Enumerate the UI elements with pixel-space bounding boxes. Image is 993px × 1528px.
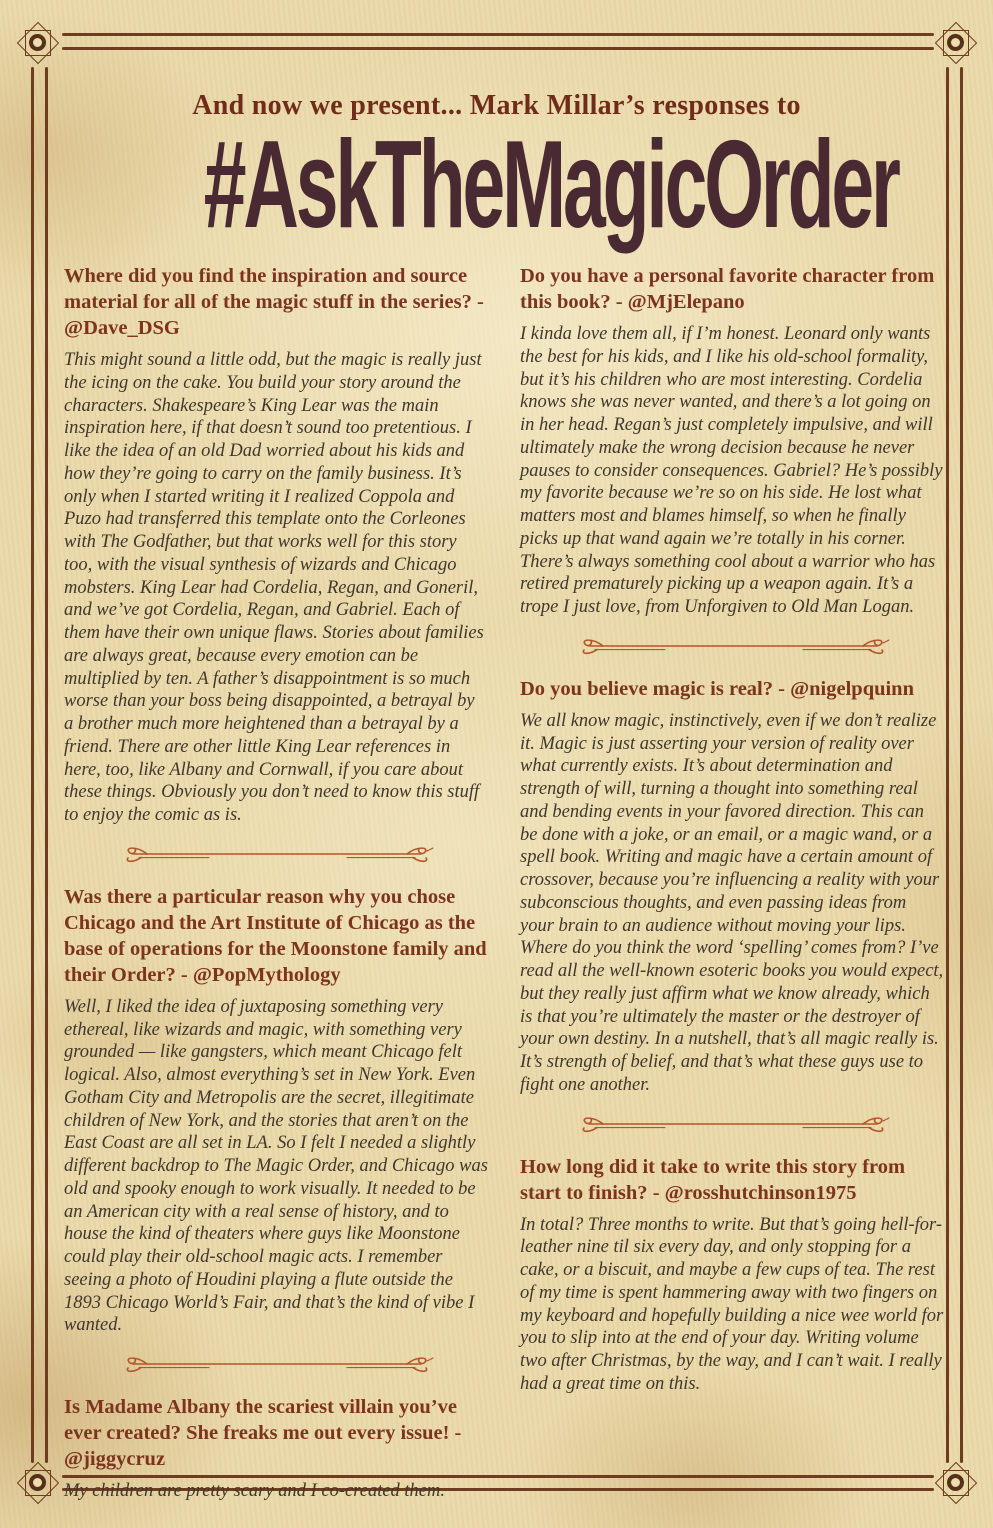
star-ring [29,34,46,51]
corner-star-icon [19,1464,57,1502]
frame-top-line-outer [62,33,934,36]
page-title-wrap [0,114,993,254]
section-divider-ornament [115,1354,437,1374]
question-text: Do you have a personal favorite character from this book? [520,265,935,314]
question [520,1154,944,1206]
section-divider-ornament [571,636,893,656]
question [520,676,944,702]
qa-block [64,884,488,1337]
frame-left-line-outer [31,67,34,1463]
section-divider-ornament [571,1114,893,1134]
asker-handle: - @nigelpquinn [778,677,914,700]
question-text: How long did it take to write this story from start to finish? [520,1155,906,1204]
question-text: Was there a particular reason why you chose Chicago and the Art Institute of Chicago as the base of operations for the Moonstone family and their Order? [64,885,487,986]
page-kicker: And now we present... Mark Millar’s responses to [192,90,801,121]
left-column [64,263,488,1503]
frame-left-line-inner [45,67,48,1463]
answer-text: In total? Three months to write. But that’s going hell-for-leather nine til six every day, and only stopping for a cake, or a biscuit, and maybe a few cups of tea. The rest of my time is spent hammering away with two fingers on my keyboard and hopefully building a nice wee world for you to slip into at the end of your day. Writing volume two after Christmas, by the way, and I can’t wait. I really had a great time on this. [520,1214,944,1394]
star-ring [947,34,964,51]
asker-handle: - @PopMythology [180,963,341,986]
qa-block [520,676,944,1097]
qa-block [64,263,488,827]
answer-text: I kinda love them all, if I’m honest. Leonard only wants the best for his kids, and I like his old-school formality, but it’s his children who are most interesting. Cordelia knows she was never wanted, and there’s a lot going on in her head. Regan’s just completely impulsive, and will ultimately make the wrong decision because he never pauses to consider consequences. Gabriel? He’s possibly my favorite because we’re so on his side. He lost what matters most and blames himself, so when he finally picks up that wand again we’re totally in his corner. There’s always something cool about a warrior who has retired prematurely picking up a weapon again. It’s a trope I just love, from Unforgiven to Old Man Logan. [520,324,943,618]
question-text: Do you believe magic is real? [520,677,773,700]
answer-text: We all know magic, instinctively, even if we don’t realize it. Magic is just asserting your version of reality over what currently exists. It’s about determination and strength of will, turning a thought into something real and bending events in your favored direction. This can be done with a joke, or an email, or a magic wand, or a spell book. Writing and magic have a certain amount of crossover, because you’re influencing a reality with your subconscious thoughts, and even passing ideas from your brain to an audience without moving your lips. Where do you think the word ‘spelling’ comes from? I’ve read all the well-known esoteric books you would expect, but they really just affirm what we know already, which is that you’re ultimately the master or the destroyer of your own destiny. In a nutshell, that’s all magic really is. It’s strength of belief, and that’s what these guys use to fight one another. [520,710,944,1095]
asker-handle: - @rosshutchinson1975 [652,1181,857,1204]
question [64,1394,488,1472]
right-column [520,263,944,1503]
answer-text: This might sound a little odd, but the magic is really just the icing on the cake. You build your story around the characters. Shakespeare’s King Lear was the main inspiration here, if that doesn’t sound too pretentious. I like the idea of an old Dad worried about his kids and how they’re going to carry on the family business. It’s only when I started writing it I realized Coppola and Puzo had transferred this template onto the Corleones with The Godfather, but that works well for this story too, with the visual synthesis of wizards and Chicago mobsters. King Lear had Cordelia, Regan, and Goneril, and we’ve got Cordelia, Regan, and Gabriel. Each of them have their own unique flaws. Stories about families are always great, because every emotion can be multiplied by ten. A father’s disappointment is so much worse than your boss being disappointed, a betrayal by a brother much more heightened than a betrayal by a friend. There are other little King Lear references in here, too, like Albany and Cornwall, if you care about these things. Obviously you don’t need to know this stuff to enjoy the comic as is. [64,350,484,826]
question [64,884,488,988]
answer-text: Well, I liked the idea of juxtaposing something very ethereal, like wizards and magic, with something very grounded — like gangsters, which meant Chicago felt logical. Also, almost everything’s set in New York. Even Gotham City and Metropolis are the secret, illegitimate children of New York, and the stories that aren’t on the East Coast are all set in LA. So I felt I needed a slightly different backdrop to The Magic Order, and Chicago was old and spooky enough to work visually. It needed to be an American city with a real sense of history, and to house the kind of theaters where guys like Moonstone could play their old-school magic acts. I remember seeing a photo of Houdini playing a flute outside the 1893 Chicago World’s Fair, and that’s the kind of vibe I wanted. [64,996,488,1336]
qa-block [520,263,944,619]
section-divider-ornament [115,844,437,864]
asker-handle: - @MjElepano [615,291,745,314]
qa-block [520,1154,944,1396]
question [64,263,488,341]
answer-text: My children are pretty scary and I co-created them. [64,1481,446,1502]
page-title: #AskTheMagicOrder [203,114,898,254]
asker-handle: - @Dave_DSG [64,291,484,340]
frame-top-line-inner [62,47,934,50]
qa-columns [64,263,944,1503]
star-ring [947,1474,964,1491]
question [520,263,944,315]
corner-star-icon [937,24,975,62]
asker-handle: - @jiggycruz [64,1422,462,1471]
question-text: Is Madame Albany the scariest villain you’ve ever created? She freaks me out every issue! [64,1396,457,1445]
frame-right-line-outer [960,67,963,1463]
frame-right-line-inner [946,67,949,1463]
qa-block [64,1394,488,1503]
corner-star-icon [19,24,57,62]
question-text: Where did you find the inspiration and source material for all of the magic stuff in the series? [64,265,472,314]
star-ring [29,1474,46,1491]
